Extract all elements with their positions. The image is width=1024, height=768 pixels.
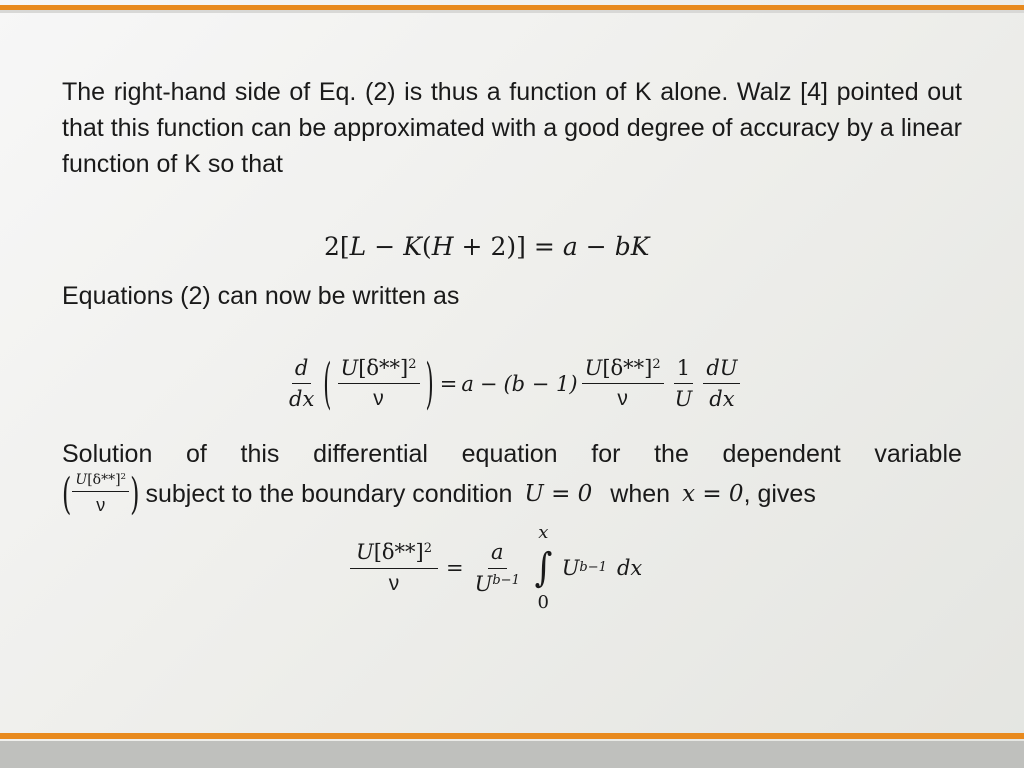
bottom-gray-bar bbox=[0, 741, 1024, 768]
eq2-d: d bbox=[292, 356, 311, 384]
eq2-nu-2: ν bbox=[617, 387, 628, 411]
integral-sign-icon: ∫ bbox=[534, 545, 553, 591]
eq1-H: H bbox=[431, 232, 454, 261]
eq2-fraction-one-over-U bbox=[672, 356, 696, 411]
word: this bbox=[240, 440, 280, 468]
word: for bbox=[591, 440, 621, 468]
word: dependent bbox=[722, 440, 841, 468]
eq2-dU: dU bbox=[703, 356, 740, 384]
eq1-close: )] bbox=[506, 232, 526, 261]
bottom-accent-bar bbox=[0, 733, 1024, 739]
condition-x: x = 0 bbox=[682, 480, 744, 507]
equation-differential bbox=[282, 352, 744, 415]
eq2-b-minus-1: (b − 1) bbox=[503, 371, 578, 396]
eq2-right-paren: ) bbox=[425, 352, 434, 415]
eq2-a: a bbox=[461, 371, 474, 396]
eq3-upper-limit: x bbox=[538, 522, 549, 543]
eq1-L: L bbox=[349, 232, 367, 261]
eq1-lead: 2[ bbox=[324, 232, 350, 261]
word: the bbox=[654, 440, 689, 468]
eq3-rhs-fraction bbox=[472, 540, 523, 595]
eq2-U-den: U bbox=[674, 387, 693, 412]
eq3-lhs-fraction bbox=[350, 540, 438, 595]
word: differential bbox=[313, 440, 428, 468]
eq1-equals: = bbox=[533, 232, 555, 261]
eq2-square-2: 2 bbox=[652, 356, 661, 372]
eq2-square: 2 bbox=[408, 356, 417, 372]
inline-delta: [δ**] bbox=[87, 472, 121, 488]
eq2-left-paren: ( bbox=[323, 352, 332, 415]
eq2-equals: = bbox=[439, 371, 458, 396]
eq3-equals: = bbox=[446, 556, 464, 580]
eq3-dx: dx bbox=[616, 556, 643, 580]
eq3-nu: ν bbox=[388, 571, 400, 595]
eq2-nu: ν bbox=[373, 387, 384, 411]
eq2-fraction-main bbox=[338, 356, 420, 411]
eq2-U-2: U bbox=[584, 356, 603, 380]
equation-linear-approx bbox=[324, 232, 649, 261]
eq2-derivative-operator bbox=[286, 356, 317, 411]
top-shade-bar bbox=[0, 10, 1024, 13]
eq2-fraction-right bbox=[582, 356, 664, 411]
subject-text: subject to the boundary condition bbox=[145, 479, 513, 508]
eq2-dx-2: dx bbox=[709, 387, 735, 412]
eq1-bK: bK bbox=[614, 232, 650, 261]
eq1-minus: − bbox=[374, 232, 396, 261]
eq2-dx: dx bbox=[289, 387, 315, 412]
inline-square: 2 bbox=[120, 472, 127, 483]
inline-right-paren: ) bbox=[130, 468, 140, 520]
word: of bbox=[186, 440, 207, 468]
eq1-minus-2: − bbox=[585, 232, 607, 261]
eq3-U-integrand: U bbox=[561, 556, 580, 580]
paragraph-solution-line1 bbox=[62, 436, 962, 472]
eq1-K: K bbox=[403, 232, 422, 261]
eq3-lower-limit: 0 bbox=[537, 592, 549, 613]
word: equation bbox=[461, 440, 558, 468]
eq3-a: a bbox=[488, 540, 507, 568]
paragraph-equations: Equations (2) can now be written as bbox=[62, 282, 460, 310]
inline-left-paren: ( bbox=[62, 468, 72, 520]
eq1-plus: + bbox=[461, 232, 483, 261]
inline-fraction bbox=[72, 472, 129, 516]
eq2-U: U bbox=[340, 356, 359, 380]
eq1-a: a bbox=[562, 232, 578, 261]
eq2-minus: − bbox=[479, 371, 498, 396]
eq2-delta: [δ**] bbox=[358, 356, 409, 380]
eq2-one: 1 bbox=[674, 356, 693, 384]
condition-U: U = 0 bbox=[524, 480, 593, 507]
equation-solution: $\frac{U[\delta**]^2}{\nu}$ = $\frac{a}{U^{b-1}}$ x ∫ 0 U b−1 dx bbox=[346, 524, 642, 612]
inline-nu: ν bbox=[96, 495, 106, 516]
paragraph-solution-line2 bbox=[62, 468, 962, 520]
eq3-exp-den: b−1 bbox=[492, 572, 520, 588]
gives-text: , gives bbox=[743, 479, 816, 508]
eq3-integral bbox=[533, 524, 554, 612]
eq1-two: 2 bbox=[490, 232, 507, 261]
eq3-delta: [δ**] bbox=[373, 540, 424, 565]
eq2-delta-2: [δ**] bbox=[602, 356, 653, 380]
word: variable bbox=[874, 440, 962, 468]
eq3-square: 2 bbox=[423, 541, 433, 557]
eq3-U-den: U bbox=[474, 571, 493, 596]
eq2-fraction-dU-dx bbox=[703, 356, 740, 411]
paragraph-intro: The right-hand side of Eq. (2) is thus a function of K alone. Walz [4] pointed out that this function can be approximated with a good degree of accuracy by a linear function of K so that bbox=[62, 78, 962, 178]
eq3-U: U bbox=[356, 540, 374, 565]
when-text: when bbox=[610, 479, 671, 508]
inline-U: U bbox=[75, 472, 88, 488]
eq1-open-paren: ( bbox=[421, 232, 432, 261]
word: Solution bbox=[62, 440, 153, 468]
